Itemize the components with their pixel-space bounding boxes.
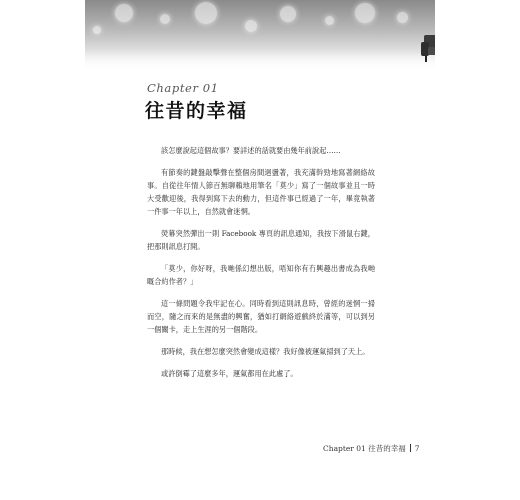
bokeh-light [245, 20, 257, 32]
body-paragraph: 「莫少，你好呀，我哋係幻想出版，唔知你有冇興趣出書成為我哋嘅合約作者？」 [147, 264, 375, 286]
page-footer [323, 443, 419, 454]
chapter-title: 往昔的幸福 [145, 100, 248, 122]
bokeh-light [115, 4, 133, 22]
body-paragraph: 有節奏的鍵盤敲擊聲在整個房間迴盪著，我充滿幹勁地寫著網絡故事。自從往年情人節百無聊賴地用筆名「莫少」寫了一個故事並且一時大受歡迎後，我得到寫下去的動力，但這件事已經過了一年，畢竟執著一件事一年以上，自然就會迷惘。 [147, 168, 375, 216]
bokeh-light [195, 2, 217, 24]
bokeh-light [160, 14, 170, 24]
bokeh-light [280, 6, 296, 22]
body-paragraph: 那時候，我在想怎麼突然會變成這樣？我好像被運氣掃到了天上。 [161, 347, 370, 357]
page-number: 7 [414, 444, 420, 453]
body-paragraph: 這一條問題令我牢記在心。同時看到這則訊息時，曾經的迷惘一掃而空，隨之而來的是無盡的興奮，猶如打網絡遊戲終於滿等，可以到另一個關卡，走上生涯的另一個階段。 [147, 299, 375, 334]
body-paragraph: 該怎麼說起這個故事？要詳述的話就要由幾年前說起…… [161, 146, 341, 155]
sofa-icon [420, 33, 435, 63]
body-paragraph: 或許倒霉了這麼多年，運氣都用在此處了。 [161, 369, 298, 379]
bokeh-light [397, 12, 408, 23]
header-banner-image [85, 0, 435, 72]
chapter-number-label: Chapter 01 [147, 81, 219, 95]
bokeh-light [325, 16, 334, 25]
bokeh-light [93, 26, 101, 34]
bokeh-light [355, 3, 375, 23]
running-head: Chapter 01 往昔的幸福 [323, 444, 406, 453]
footer-divider [410, 444, 411, 452]
chapter-body-text [147, 145, 375, 391]
body-paragraph: 熒幕突然彈出一則 Facebook 專頁的訊息通知，我按下滑鼠右鍵，把那則訊息打開。 [147, 228, 375, 251]
